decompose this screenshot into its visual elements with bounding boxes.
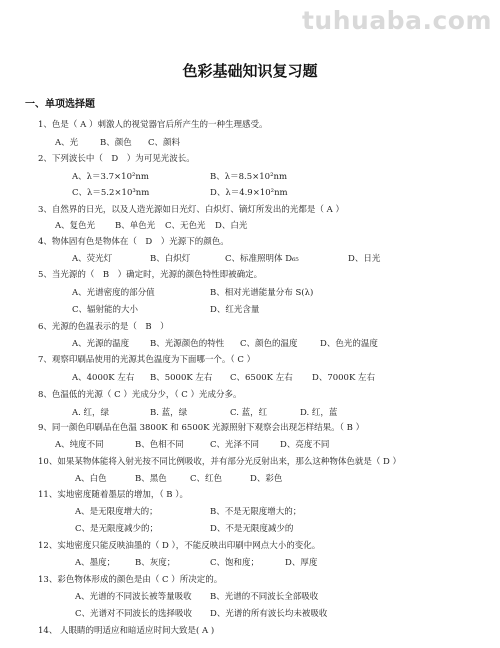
question-5-option-d: D、红光含量 xyxy=(210,305,260,315)
question-9-option-a: A、纯度不同 xyxy=(55,440,104,450)
question-13-option-c: C、光谱对不同波长的选择吸收 xyxy=(75,609,193,619)
question-13: 13、彩色物体形成的颜色是由（ C ）所决定的。 xyxy=(38,575,223,585)
question-3-option-d: D、白光 xyxy=(215,221,248,231)
question-2-option-d: D、λ＝4.9×10²nm xyxy=(210,188,288,198)
question-11-option-d: D、不是无限度减少的 xyxy=(210,524,294,534)
question-11-option-b: B、不是无限度增大的； xyxy=(210,507,302,517)
question-8-option-c: C. 蓝，红 xyxy=(230,408,268,418)
question-7: 7、观察印刷品使用的光源其色温度为下面哪一个。（ C ） xyxy=(38,355,256,365)
question-11-option-c: C、是无限度减少的； xyxy=(75,524,159,534)
question-2-option-c: C、λ＝5.2×10³nm xyxy=(72,188,150,198)
question-10-option-d: D、彩色 xyxy=(250,474,283,484)
question-4-option-c: C、标准照明体 D₆₅ xyxy=(225,254,299,264)
question-9: 9、同一颜色印刷品在色温 3800K 和 6500K 光源照射下观察会出现怎样结果。（ B ） xyxy=(38,423,365,433)
section-heading: 一、单项选择题 xyxy=(25,99,95,110)
question-6-option-b: B、光源颜色的特性 xyxy=(150,339,225,349)
question-11: 11、实地密度随着墨层的增加，（ B ）。 xyxy=(38,490,188,500)
question-1-option-c: C、颜料 xyxy=(148,138,181,148)
question-3-option-c: C、无色光 xyxy=(165,221,206,231)
question-3: 3、自然界的日光，以及人造光源如日光灯、白炽灯、镝灯所发出的光都是（ A ） xyxy=(38,205,344,215)
question-10-option-b: B、黑色 xyxy=(135,474,167,484)
question-5-option-c: C、辐射能的大小 xyxy=(72,305,139,315)
question-12: 12、实地密度只能反映油墨的（ D ），不能反映出印刷中网点大小的变化。 xyxy=(38,541,321,551)
question-3-option-a: A、复色光 xyxy=(55,221,96,231)
question-4-option-d: D、日光 xyxy=(348,254,381,264)
question-6-option-d: D、色光的温度 xyxy=(320,339,378,349)
question-13-option-a: A、光谱的不同波长被等量吸收 xyxy=(75,592,192,602)
question-7-option-a: A、4000K 左右 xyxy=(72,373,135,383)
question-12-option-b: B、灰度； xyxy=(135,558,176,568)
question-8-option-a: A. 红，绿 xyxy=(72,408,110,418)
question-13-option-d: D、光谱的所有波长均未被吸收 xyxy=(210,609,328,619)
question-3-option-b: B、单色光 xyxy=(115,221,156,231)
question-9-option-d: D、亮度不同 xyxy=(280,440,330,450)
question-12-option-d: D、厚度 xyxy=(285,558,318,568)
question-14: 14、 人眼睛的明适应和暗适应时间大致是( A ) xyxy=(38,626,215,636)
question-8: 8、色温低的光源（ C ）光成分少，（ C ）光成分多。 xyxy=(38,390,242,400)
question-2-option-b: B、λ＝8.5×10²nm xyxy=(210,172,288,182)
question-9-option-c: C、光泽不同 xyxy=(210,440,260,450)
question-12-option-c: C、饱和度； xyxy=(210,558,260,568)
question-7-option-b: B、5000K 左右 xyxy=(150,373,213,383)
question-5-option-b: B、相对光谱能量分布 S(λ) xyxy=(210,288,314,298)
question-13-option-b: B、光谱的不同波长全部吸收 xyxy=(210,592,319,602)
question-1: 1、色是（ A ）刺激人的视觉器官后所产生的一种生理感受。 xyxy=(38,120,268,130)
question-4-option-a: A、荧光灯 xyxy=(72,254,113,264)
question-4-option-b: B、白炽灯 xyxy=(150,254,191,264)
question-11-option-a: A、是无限度增大的； xyxy=(75,507,158,517)
question-6-option-c: C、颜色的温度 xyxy=(240,339,298,349)
question-7-option-c: C、6500K 左右 xyxy=(230,373,293,383)
question-1-option-b: B、颜色 xyxy=(100,138,132,148)
question-4: 4、物体固有色是物体在（ D ）光源下的颜色。 xyxy=(38,237,229,247)
question-2-option-a: A、λ＝3.7×10²nm xyxy=(72,172,149,182)
question-12-option-a: A、墨度； xyxy=(75,558,116,568)
question-9-option-b: B、色相不同 xyxy=(135,440,184,450)
question-10-option-a: A、白色 xyxy=(75,474,107,484)
document-title: 色彩基础知识复习题 xyxy=(182,62,318,80)
question-2: 2、下列波长中（ D ）为可见光波长。 xyxy=(38,154,195,164)
question-10: 10、如果某物体能将入射光按不同比例吸收，并有部分光反射出来，那么这种物体色就是（ D ） xyxy=(38,457,402,467)
question-8-option-d: D. 红，蓝 xyxy=(300,408,338,418)
question-6-option-a: A、光源的温度 xyxy=(72,339,130,349)
question-1-option-a: A、光 xyxy=(55,138,79,148)
question-5: 5、当光源的（ B ）确定时，光源的颜色特性即被确定。 xyxy=(38,270,263,280)
question-7-option-d: D、7000K 左右 xyxy=(312,373,375,383)
question-6: 6、光源的色温表示的是（ B ） xyxy=(38,322,169,332)
question-8-option-b: B. 蓝，绿 xyxy=(150,408,188,418)
question-10-option-c: C、红色 xyxy=(190,474,223,484)
watermark: tuhuaba.com xyxy=(301,6,492,35)
question-5-option-a: A、光谱密度的部分值 xyxy=(72,288,155,298)
